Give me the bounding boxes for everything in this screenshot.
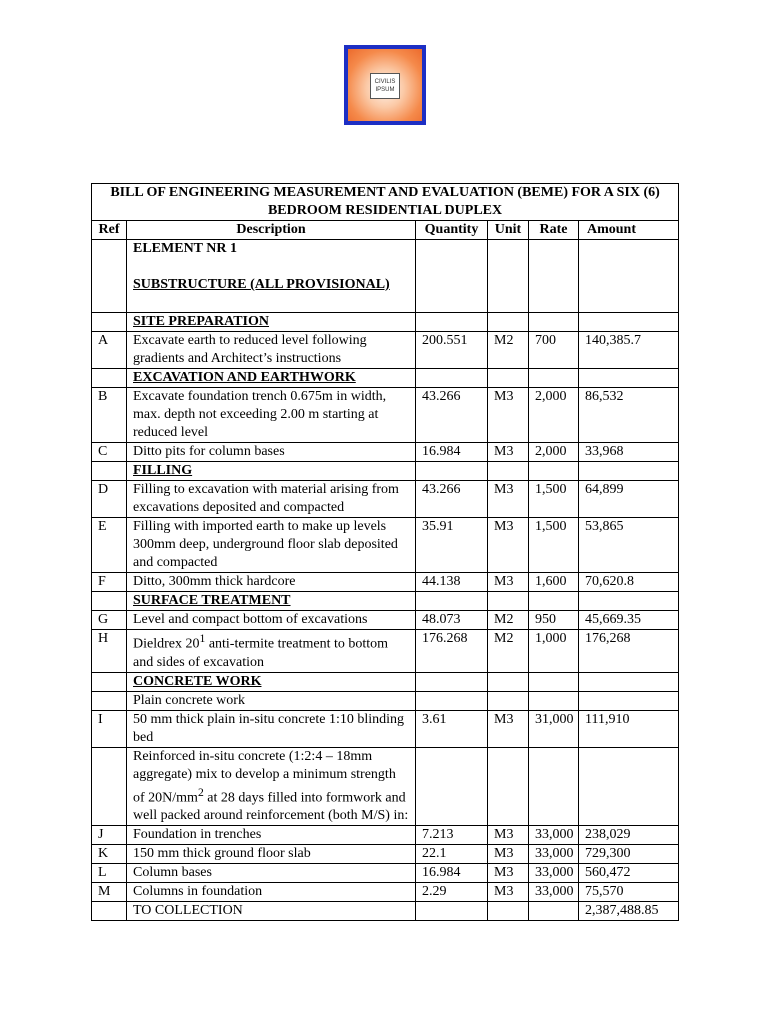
row-rate: 1,500 [529,518,579,573]
row-ref: K [92,845,127,864]
row-description: Foundation in trenches [127,826,416,845]
desc-text: at 28 days filled into formwork and well packed around reinforcement (both M/S) in: [133,790,409,824]
section-row [92,462,679,481]
table-row [92,388,679,443]
row-description: 150 mm thick ground floor slab [127,845,416,864]
row-amount: 140,385.7 [579,332,679,369]
row-ref: G [92,611,127,630]
logo-gradient [348,49,422,121]
row-unit: M3 [488,826,529,845]
row-quantity: 7.213 [416,826,488,845]
header-quantity: Quantity [416,221,488,240]
title-row [92,184,679,221]
row-amount: 45,669.35 [579,611,679,630]
row-rate: 2,000 [529,388,579,443]
table-row [92,630,679,673]
row-rate: 33,000 [529,883,579,902]
header-row [92,221,679,240]
row-unit: M3 [488,710,529,747]
collection-amount: 2,387,488.85 [579,902,679,921]
desc-text: anti-termite treatment to bottom and sides of excavation [133,636,389,670]
header-ref: Ref [92,221,127,240]
row-ref: I [92,710,127,747]
table-row [92,864,679,883]
element-number: ELEMENT NR 1 [133,241,237,256]
row-unit: M3 [488,573,529,592]
row-amount: 729,300 [579,845,679,864]
element-name: SUBSTRUCTURE (ALL PROVISIONAL) [133,277,390,292]
table-row [92,481,679,518]
row-description: Ditto, 300mm thick hardcore [127,573,416,592]
row-amount: 86,532 [579,388,679,443]
row-quantity: 22.1 [416,845,488,864]
row-quantity: 200.551 [416,332,488,369]
table-row [92,611,679,630]
header-rate: Rate [529,221,579,240]
table-row [92,826,679,845]
row-unit: M3 [488,845,529,864]
row-rate: 33,000 [529,845,579,864]
logo-text-box [370,73,400,99]
row-ref: M [92,883,127,902]
row-amount: 33,968 [579,443,679,462]
row-unit: M3 [488,883,529,902]
section-surface-treatment: SURFACE TREATMENT [127,592,416,611]
row-unit: M3 [488,481,529,518]
collection-row [92,902,679,921]
section-row [92,592,679,611]
row-rate: 700 [529,332,579,369]
row-description: Filling with imported earth to make up levels 300mm deep, underground floor slab deposited and compacted [127,518,416,573]
row-unit: M2 [488,630,529,673]
section-filling: FILLING [127,462,416,481]
row-unit: M3 [488,518,529,573]
row-rate: 1,500 [529,481,579,518]
row-unit: M2 [488,611,529,630]
desc-superscript: 2 [197,785,204,799]
row-amount: 111,910 [579,710,679,747]
row-ref: J [92,826,127,845]
row-ref: L [92,864,127,883]
section-excavation: EXCAVATION AND EARTHWORK [127,369,416,388]
logo-line-2: IPSUM [375,87,395,93]
subsection-row [92,747,679,826]
row-rate: 950 [529,611,579,630]
row-rate: 1,000 [529,630,579,673]
row-description: Column bases [127,864,416,883]
row-description [127,630,416,673]
subsection-row [92,691,679,710]
row-amount: 75,570 [579,883,679,902]
row-description: Excavate earth to reduced level following gradients and Architect’s instructions [127,332,416,369]
row-quantity: 43.266 [416,388,488,443]
row-rate: 31,000 [529,710,579,747]
section-row [92,672,679,691]
subsection-reinforced-concrete [127,747,416,826]
desc-superscript: 1 [199,632,206,645]
row-amount: 70,620.8 [579,573,679,592]
table-row [92,332,679,369]
row-rate: 33,000 [529,864,579,883]
row-ref: E [92,518,127,573]
row-quantity: 3.61 [416,710,488,747]
row-description: Columns in foundation [127,883,416,902]
row-quantity: 43.266 [416,481,488,518]
company-logo [344,45,426,125]
row-description: Ditto pits for column bases [127,443,416,462]
table-row [92,518,679,573]
header-description: Description [127,221,416,240]
row-description: Level and compact bottom of excavations [127,611,416,630]
logo-line-1: CIVILIS [374,79,396,85]
header-amount: Amount [579,221,679,240]
row-amount: 53,865 [579,518,679,573]
row-amount: 560,472 [579,864,679,883]
collection-label: TO COLLECTION [127,902,416,921]
row-quantity: 44.138 [416,573,488,592]
table-row [92,845,679,864]
row-quantity: 35.91 [416,518,488,573]
section-concrete-work: CONCRETE WORK [127,672,416,691]
section-site-preparation: SITE PREPARATION [127,313,416,332]
row-quantity: 2.29 [416,883,488,902]
document-title: BILL OF ENGINEERING MEASUREMENT AND EVALUATION (BEME) FOR A SIX (6) BEDROOM RESIDENTIAL DUPLEX [92,184,679,221]
row-quantity: 16.984 [416,864,488,883]
element-row [92,240,679,313]
row-quantity: 48.073 [416,611,488,630]
row-description: Excavate foundation trench 0.675m in width, max. depth not exceeding 2.00 m starting at reduced level [127,388,416,443]
row-amount: 64,899 [579,481,679,518]
row-quantity: 16.984 [416,443,488,462]
row-ref: B [92,388,127,443]
row-rate: 33,000 [529,826,579,845]
row-ref: D [92,481,127,518]
row-amount: 238,029 [579,826,679,845]
row-unit: M3 [488,443,529,462]
row-unit: M3 [488,864,529,883]
row-ref: F [92,573,127,592]
row-ref: A [92,332,127,369]
row-ref: C [92,443,127,462]
row-quantity: 176.268 [416,630,488,673]
row-amount: 176,268 [579,630,679,673]
row-unit: M2 [488,332,529,369]
subsection-plain-concrete: Plain concrete work [127,691,416,710]
header-unit: Unit [488,221,529,240]
table-row [92,443,679,462]
table-row [92,710,679,747]
section-row [92,313,679,332]
row-ref: H [92,630,127,673]
element-heading [127,240,416,313]
table-row [92,883,679,902]
row-rate: 1,600 [529,573,579,592]
desc-text: Reinforced in-situ concrete (1:2:4 – 18mm aggregate) mix to develop a minimum strength of 20N/mm [133,748,396,806]
section-row [92,369,679,388]
beme-table [91,183,679,921]
row-description: Filling to excavation with material arising from excavations deposited and compacted [127,481,416,518]
row-rate: 2,000 [529,443,579,462]
row-description: 50 mm thick plain in-situ concrete 1:10 blinding bed [127,710,416,747]
desc-text: Dieldrex 20 [133,636,200,652]
table-row [92,573,679,592]
row-unit: M3 [488,388,529,443]
